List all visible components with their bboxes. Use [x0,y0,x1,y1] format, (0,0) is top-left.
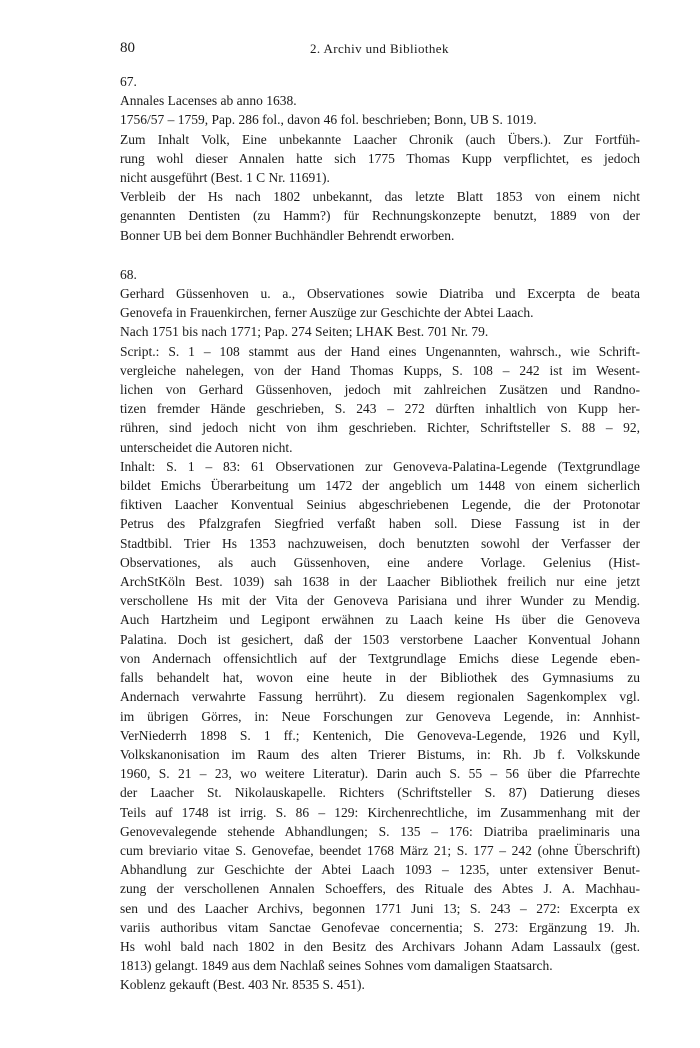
text-line: Nach 1751 bis nach 1771; Pap. 274 Seiten; LHAK Best. 701 Nr. 79. [120,324,489,340]
text-line: Observationes, als auch Güssenhoven, eine andere Vorlage. Gelenius (Hist- [120,554,640,570]
entry-number: 67. [120,74,137,89]
text-line: Inhalt: S. 1 – 83: 61 Observationen zur Genoveva-Palatina-Legende (Textgrundlage [120,458,640,474]
text-line: Palatina. Doch ist gesichert, daß der 1503 verstorbene Laacher Konventual Johann [120,631,640,647]
text-line: sen und des Laacher Archivs, begonnen 1771 Juni 13; S. 243 – 272: Excerpta ex [120,900,640,916]
text-line: nicht ausgeführt (Best. 1 C Nr. 11691). [120,170,330,186]
page-number: 80 [120,40,135,56]
text-line: genannten Dentisten (zu Hamm?) für Rechnungskonzepte benutzt, 1889 von der [120,208,640,224]
text-line: vergleiche nahelegen, von der Hand Thomas Kupps, S. 108 – 242 ist im Wesent- [120,362,640,378]
text-line: 1813) gelangt. 1849 aus dem Nachlaß seines Sohnes vom damaligen Staatsarch. [120,958,553,974]
text-line: Abhandlung zur Geschichte der Abtei Laach 1093 – 1235, unter extensiver Benut- [120,862,640,878]
text-line: unterscheidet die Autoren nicht. [120,439,293,455]
text-line: fiktiven Laacher Konventual Seinius abgeschriebenen Legende, die der Protonotar [120,497,640,513]
text-line: bildet Emichs Überarbeitung um 1472 der angeblich um 1448 von einem sicherlich [120,478,640,494]
catalog-entry-68 [120,265,640,995]
text-line: rühren, sind jedoch nicht von ihm geschrieben. Richter, Schriftsteller S. 88 – 92, [120,420,640,436]
text-line: VerNiederrh 1898 S. 1 ff.; Kentenich, Die Genoveva-Legende, 1926 und Kyll, [120,727,640,743]
catalog-entry-67 [120,72,640,245]
text-line: Hs wohl bald nach 1802 in den Besitz des Archivars Johann Adam Lassaulx (gest. [120,938,640,954]
text-line: Auch Hartzheim und Legipont erwähnen zu Laach keine Hs über die Genoveva [120,612,640,628]
text-line: Teils auf 1748 ist irrig. S. 86 – 129: Kirchenrechtliche, im Zusammenhang mit der [120,804,640,820]
text-line: Gerhard Güssenhoven u. a., Observationes sowie Diatriba und Excerpta de beata [120,286,640,302]
text-line: Script.: S. 1 – 108 stammt aus der Hand eines Ungenannten, wahrsch., wie Schrift- [120,343,640,359]
text-line: Petrus des Pfalzgrafen Siegfried verfaßt haben soll. Diese Fassung ist in der [120,516,640,532]
page-body [120,72,640,1015]
page-header [120,40,640,60]
text-line: 1960, S. 21 – 23, wo weitere Literatur). Darin auch S. 55 – 56 über die Pfarrechte [120,766,640,782]
text-line: Volkskanonisation im Raum des alten Trierer Bistums, in: Rh. Jb f. Volkskunde [120,746,640,762]
text-line: 1756/57 – 1759, Pap. 286 fol., davon 46 fol. beschrieben; Bonn, UB S. 1019. [120,112,537,128]
text-line: im übrigen Görres, in: Neue Forschungen zur Genoveva Legende, in: Annhist- [120,708,640,724]
text-line: Koblenz gekauft (Best. 403 Nr. 8535 S. 451). [120,977,365,993]
text-line: Zum Inhalt Volk, Eine unbekannte Laacher Chronik (auch Übers.). Zur Fortfüh- [120,131,640,147]
text-line: Stadtbibl. Trier Hs 1353 nachzuweisen, doch benutzten sowohl der Verfasser der [120,535,640,551]
text-line: lichen von Gerhard Güssenhoven, jedoch mit zahlreichen Zusätzen und Randno- [120,382,640,398]
running-title: 2. Archiv und Bibliothek [310,41,449,56]
text-line: Verbleib der Hs nach 1802 unbekannt, das letzte Blatt 1853 von einem nicht [120,189,640,205]
text-line: ArchStKöln Best. 1039) sah 1638 in der Laacher Bibliothek freilich nur eine jetzt [120,574,640,590]
text-line: variis authoribus vitam Sanctae Genofevae concernentia; S. 273: Ergänzung 19. Jh. [120,919,640,935]
text-line: verschollene Hs mit der Vita der Genoveva Parisiana und ihrer Wunder zu Mendig. [120,593,640,609]
text-line: rung wohl dieser Annalen hatte sich 1775 Thomas Kupp verpflichtet, es jedoch [120,150,640,166]
text-line: falls behandelt hat, wovon eine heute in der Bibliothek des Gymnasiums zu [120,670,640,686]
entry-number: 68. [120,266,137,282]
text-line: Bonner UB bei dem Bonner Buchhändler Behrendt erworben. [120,227,455,243]
text-line: der Laacher St. Nikolauskapelle. Richters (Schriftsteller S. 87) Datierung dieses [120,785,640,801]
text-line: Andernach verwahrte Fassung herrührt). Zu diesem regionalen Sagenkomplex vgl. [120,689,640,705]
text-line: Genovevalegende stehende Abhandlungen; S. 135 – 176: Diatriba praeliminaris una [120,823,640,839]
text-line: cum breviario vitae S. Genovefae, beendet 1768 März 21; S. 177 – 242 (ohne Überschrift) [120,842,640,858]
text-line: Genovefa in Frauenkirchen, ferner Auszüge zur Geschichte der Abtei Laach. [120,305,534,321]
text-line: von Andernach offensichtlich auf der Textgrundlage Emichs diese Legende eben- [120,650,640,666]
text-line: zung der verschollenen Annalen Schoeffers, des Rituale des Abtes J. A. Machhau- [120,881,640,897]
text-line: tizen fremder Hände geschrieben, S. 243 – 272 dürften inhaltlich von Kupp her- [120,401,640,417]
text-line: Annales Lacenses ab anno 1638. [120,93,297,109]
